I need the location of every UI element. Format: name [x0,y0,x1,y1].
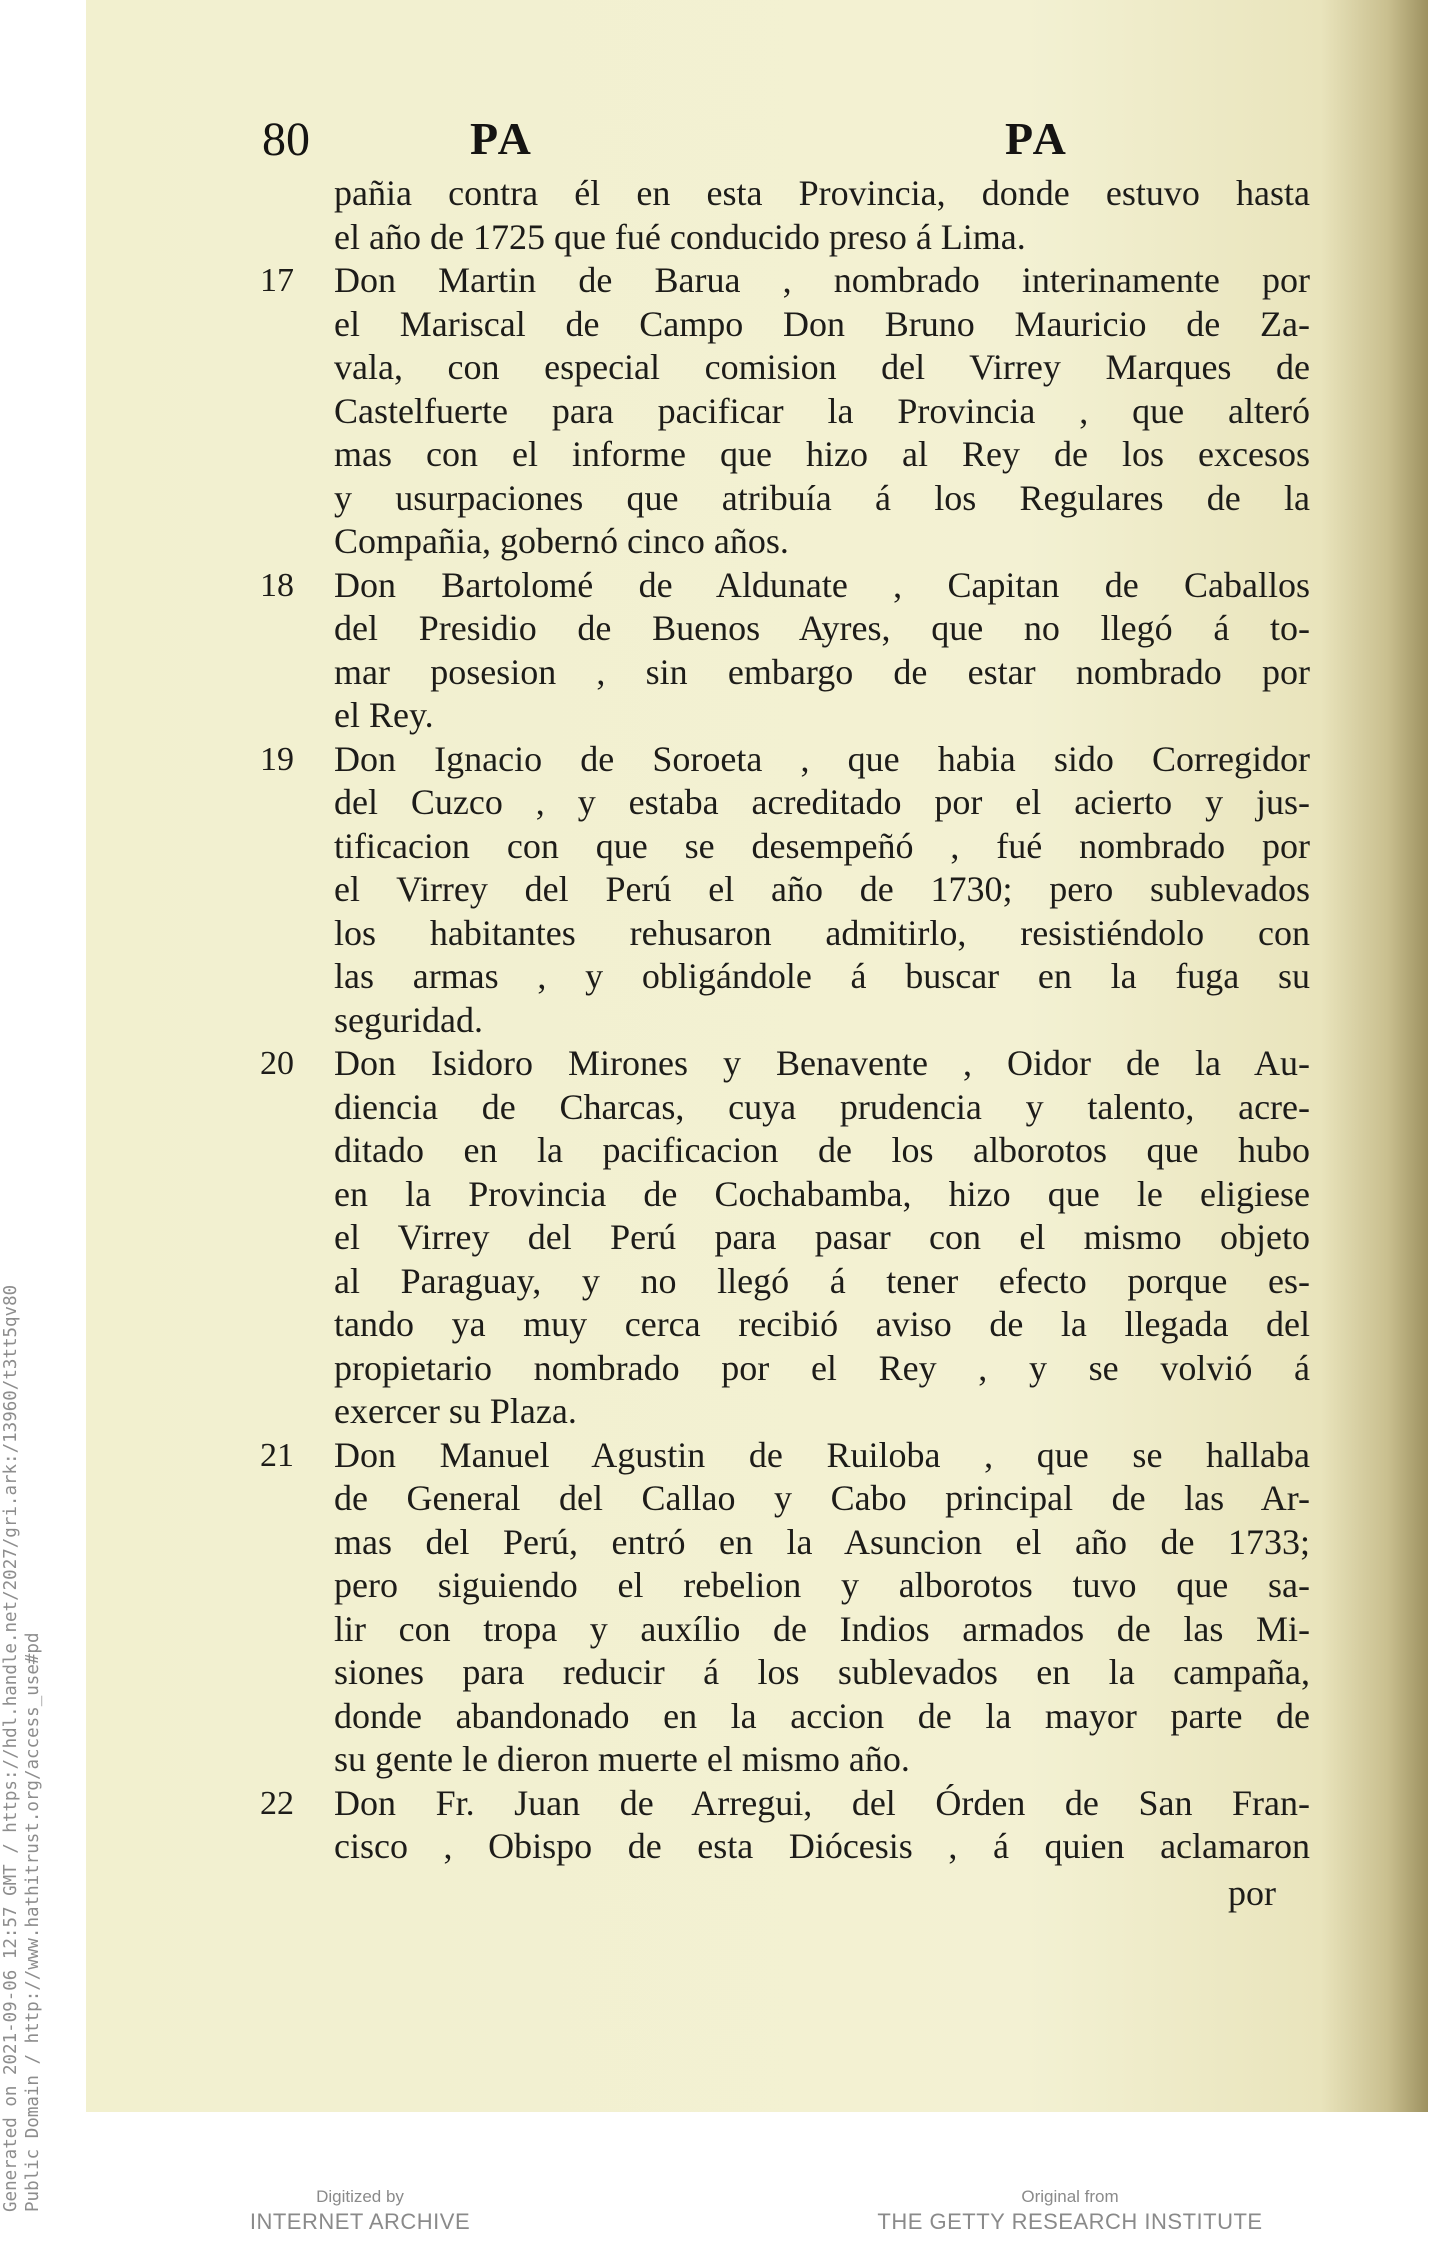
text-line [260,1086,1310,1130]
text-line [260,433,1310,477]
line-text: pañia contra él en esta Provincia, donde estuvo hasta [334,173,1310,213]
line-text: Compañia, gobernó cinco años. [334,521,789,561]
entry-number: 21 [260,1436,294,1474]
entry-number: 18 [260,566,294,604]
text-line [260,1260,1310,1304]
text-line [260,1695,1310,1739]
text-line [260,477,1310,521]
line-text: mas con el informe que hizo al Rey de los excesos [334,434,1310,474]
line-text: al Paraguay, y no llegó á tener efecto porque es- [334,1260,1310,1301]
text-line [260,259,1310,303]
text-line [260,738,1310,782]
line-text: en la Provincia de Cochabamba, hizo que le eligiese [334,1173,1310,1214]
entry-number: 19 [260,740,294,778]
text-line [260,520,1310,564]
line-text: Don Manuel Agustin de Ruiloba , que se hallaba [334,1434,1310,1475]
text-line [260,1347,1310,1391]
line-text: mas del Perú, entró en la Asuncion el año de 1733; [334,1521,1310,1562]
line-text: su gente le dieron muerte el mismo año. [334,1739,910,1779]
text-line [260,1477,1310,1521]
line-text: siones para reducir á los sublevados en la campaña, [334,1652,1310,1692]
text-line [260,607,1310,651]
entry-number: 20 [260,1045,294,1082]
text-line [260,955,1310,999]
getty-institute-label: THE GETTY RESEARCH INSTITUTE [877,2209,1263,2234]
text-line [260,172,1310,216]
running-head-left: PA [470,113,534,164]
line-text: mar posesion , sin embargo de estar nombrado por [334,651,1310,692]
text-line [260,651,1310,695]
text-line [260,868,1310,912]
line-text: de General del Callao y Cabo principal de las Ar- [334,1478,1310,1518]
text-line [260,303,1310,347]
line-text: propietario nombrado por el Rey , y se volvió á [334,1347,1310,1388]
running-head-right: PA [1005,113,1069,164]
text-line [260,1216,1310,1260]
line-text: el Mariscal de Campo Don Bruno Mauricio de Za- [334,303,1310,344]
line-text: Don Fr. Juan de Arregui, del Órden de San Fran- [334,1782,1310,1823]
line-text: donde abandonado en la accion de la mayor parte de [334,1695,1310,1736]
page-footer [0,2186,1429,2242]
text-line [260,1129,1310,1173]
entry-number: 22 [260,1784,294,1822]
original-from-block [860,2186,1280,2236]
entry-number: 17 [260,262,294,299]
line-text: del Presidio de Buenos Ayres, que no llegó á to- [334,608,1310,648]
line-text: exercer su Plaza. [334,1391,577,1431]
text-line [260,1608,1310,1652]
line-text: Castelfuerte para pacificar la Provincia , que alteró [334,390,1310,431]
hathitrust-stamp [0,1092,44,2212]
line-text: el Virrey del Perú para pasar con el mismo objeto [334,1217,1310,1257]
line-text: cisco , Obispo de esta Diócesis , á quien aclamaron [334,1826,1310,1866]
stamp-line-public-domain: Public Domain / http://www.hathitrust.org/access_use#pd [23,1632,43,2212]
text-line [260,564,1310,608]
line-text: ditado en la pacificacion de los alborotos que hubo [334,1130,1310,1170]
page-body [260,172,1310,1869]
line-text: seguridad. [334,999,483,1040]
text-line [260,1651,1310,1695]
text-line [260,390,1310,434]
line-text: lir con tropa y auxílio de Indios armados de las Mi- [334,1608,1310,1649]
line-text: diencia de Charcas, cuya prudencia y talento, acre- [334,1086,1310,1127]
catchword: por [1228,1873,1276,1913]
line-text: vala, con especial comision del Virrey Marques de [334,347,1310,387]
line-text: Don Ignacio de Soroeta , que habia sido Corregidor [334,738,1310,779]
text-line [260,825,1310,869]
original-from-label: Original from [1021,2187,1119,2206]
text-line [260,1521,1310,1565]
digitized-by-block [220,2186,500,2236]
stamp-line-generated: Generated on 2021-09-06 12:57 GMT / https://hdl.handle.net/2027/gri.ark:/13960/t3tt5qv80 [1,1284,21,2212]
page-header [0,112,1429,172]
line-text: el Rey. [334,695,434,735]
line-text: y usurpaciones que atribuía á los Regulares de la [334,477,1310,518]
text-line [260,346,1310,390]
text-line [260,1825,1310,1869]
line-text: pero siguiendo el rebelion y alborotos tuvo que sa- [334,1565,1310,1605]
text-line [260,1390,1310,1434]
text-line [260,912,1310,956]
line-text: Don Martin de Barua , nombrado interinamente por [334,260,1310,300]
text-line [260,1782,1310,1826]
text-line [260,1564,1310,1608]
line-text: el año de 1725 que fué conducido preso á Lima. [334,216,1026,257]
line-text: Don Bartolomé de Aldunate , Capitan de Caballos [334,564,1310,605]
text-line [260,1434,1310,1478]
line-text: el Virrey del Perú el año de 1730; pero sublevados [334,869,1310,909]
text-line [260,216,1310,260]
text-line [260,999,1310,1043]
digitized-by-label: Digitized by [316,2187,404,2206]
text-line [260,694,1310,738]
text-line [260,1738,1310,1782]
line-text: del Cuzco , y estaba acreditado por el acierto y jus- [334,782,1310,822]
text-line [260,1173,1310,1217]
line-text: tando ya muy cerca recibió aviso de la llegada del [334,1304,1310,1344]
line-text: Don Isidoro Mirones y Benavente , Oidor de la Au- [334,1043,1310,1083]
text-line [260,1042,1310,1086]
line-text: los habitantes rehusaron admitirlo, resistiéndolo con [334,912,1310,953]
text-line [260,1303,1310,1347]
page-number: 80 [262,113,310,166]
internet-archive-label: INTERNET ARCHIVE [249,2209,471,2234]
line-text: las armas , y obligándole á buscar en la fuga su [334,956,1310,996]
text-line [260,781,1310,825]
line-text: tificacion con que se desempeñó , fué nombrado por [334,825,1310,866]
